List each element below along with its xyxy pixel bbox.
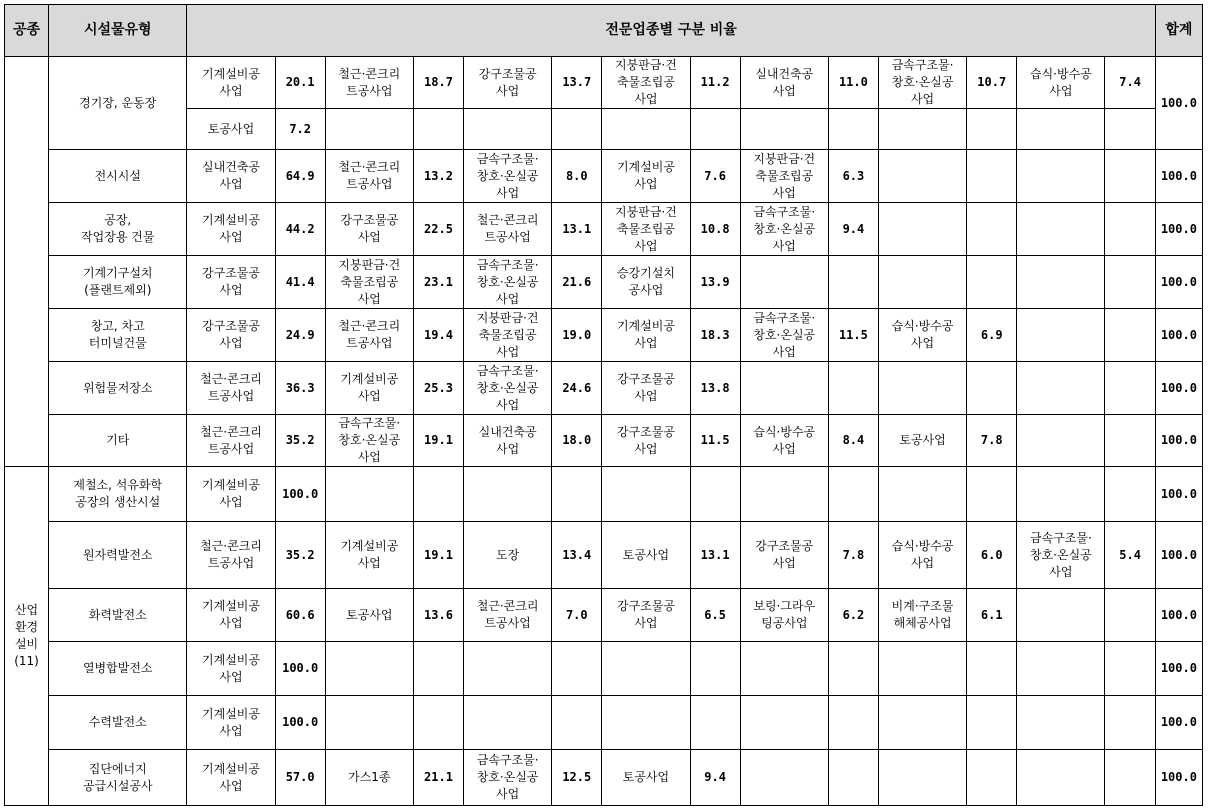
table-row (5, 589, 1203, 642)
specialty-name: 강구조물공 사업 (602, 362, 690, 415)
specialty-name: 도장 (464, 522, 552, 589)
empty-cell (878, 203, 966, 256)
empty-cell (690, 642, 740, 696)
facility-type-cell: 전시시설 (49, 150, 187, 203)
specialty-ratio-value: 12.5 (552, 750, 602, 806)
empty-cell (1105, 642, 1155, 696)
specialty-ratio-value: 6.9 (967, 309, 1017, 362)
specialty-name: 실내건축공 사업 (187, 150, 275, 203)
specialty-ratio-value: 10.7 (967, 57, 1017, 109)
empty-cell (413, 696, 463, 750)
empty-cell (1017, 203, 1105, 256)
facility-type-cell: 수력발전소 (49, 696, 187, 750)
empty-cell (878, 750, 966, 806)
specialty-ratio-value: 21.1 (413, 750, 463, 806)
specialty-name: 금속구조물· 창호·온실공 사업 (464, 150, 552, 203)
specialty-name: 철근·콘크리 트공사업 (325, 150, 413, 203)
table-row (5, 522, 1203, 589)
empty-cell (740, 750, 828, 806)
specialty-name: 금속구조물· 창호·온실공 사업 (1017, 522, 1105, 589)
empty-cell (967, 642, 1017, 696)
facility-type-cell: 화력발전소 (49, 589, 187, 642)
specialty-ratio-value: 9.4 (690, 750, 740, 806)
specialty-ratio-value: 7.0 (552, 589, 602, 642)
specialty-ratio-value: 7.8 (828, 522, 878, 589)
specialty-name: 강구조물공 사업 (464, 57, 552, 109)
specialty-ratio-value: 8.0 (552, 150, 602, 203)
specialty-ratio-value: 6.5 (690, 589, 740, 642)
empty-cell (552, 109, 602, 150)
specialty-name: 강구조물공 사업 (602, 415, 690, 467)
specialty-name: 기계설비공 사업 (187, 642, 275, 696)
specialty-name: 기계설비공 사업 (187, 589, 275, 642)
specialty-ratio-value: 8.4 (828, 415, 878, 467)
empty-cell (464, 696, 552, 750)
facility-type-cell: 위험물저장소 (49, 362, 187, 415)
specialty-name: 토공사업 (187, 109, 275, 150)
empty-cell (828, 362, 878, 415)
empty-cell (1017, 467, 1105, 522)
empty-cell (413, 642, 463, 696)
empty-cell (1017, 109, 1105, 150)
specialty-name: 비계·구조물 해체공사업 (878, 589, 966, 642)
specialty-ratio-value: 13.7 (552, 57, 602, 109)
specialty-name: 철근·콘크리 트공사업 (325, 57, 413, 109)
specialty-ratio-value: 7.2 (275, 109, 325, 150)
specialty-name: 강구조물공 사업 (187, 256, 275, 309)
specialty-ratio-value: 24.9 (275, 309, 325, 362)
empty-cell (325, 467, 413, 522)
specialty-ratio-value: 5.4 (1105, 522, 1155, 589)
table-row (5, 309, 1203, 362)
empty-cell (828, 109, 878, 150)
empty-cell (602, 467, 690, 522)
total-cell: 100.0 (1155, 750, 1202, 806)
specialty-name: 금속구조물· 창호·온실공 사업 (464, 750, 552, 806)
specialty-ratio-value: 100.0 (275, 467, 325, 522)
empty-cell (828, 642, 878, 696)
specialty-name: 토공사업 (878, 415, 966, 467)
empty-cell (878, 109, 966, 150)
specialty-name: 금속구조물· 창호·온실공 사업 (878, 57, 966, 109)
empty-cell (1105, 203, 1155, 256)
empty-cell (1105, 415, 1155, 467)
total-cell: 100.0 (1155, 203, 1202, 256)
specialty-ratio-value: 25.3 (413, 362, 463, 415)
empty-cell (602, 109, 690, 150)
specialty-ratio-value: 23.1 (413, 256, 463, 309)
specialty-ratio-value: 19.1 (413, 415, 463, 467)
specialty-ratio-value: 11.2 (690, 57, 740, 109)
table-row (5, 415, 1203, 467)
empty-cell (1105, 362, 1155, 415)
table-row (5, 642, 1203, 696)
empty-cell (828, 256, 878, 309)
empty-cell (325, 642, 413, 696)
empty-cell (552, 696, 602, 750)
specialty-name: 철근·콘크리 트공사업 (464, 203, 552, 256)
specialty-ratio-value: 7.6 (690, 150, 740, 203)
specialty-ratio-value: 9.4 (828, 203, 878, 256)
empty-cell (325, 109, 413, 150)
table-body (5, 57, 1203, 806)
total-cell: 100.0 (1155, 589, 1202, 642)
total-cell: 100.0 (1155, 522, 1202, 589)
facility-type-cell: 창고, 차고 터미널건물 (49, 309, 187, 362)
specialty-ratio-value: 6.0 (967, 522, 1017, 589)
specialty-ratio-value: 22.5 (413, 203, 463, 256)
empty-cell (1105, 150, 1155, 203)
table-row (5, 362, 1203, 415)
empty-cell (1017, 150, 1105, 203)
specialty-ratio-value: 13.4 (552, 522, 602, 589)
empty-cell (690, 696, 740, 750)
category-cell: 산업 환경 설비 (11) (5, 467, 49, 806)
empty-cell (967, 150, 1017, 203)
facility-type-cell: 제철소, 석유화학 공장의 생산시설 (49, 467, 187, 522)
empty-cell (740, 256, 828, 309)
empty-cell (464, 109, 552, 150)
total-cell: 100.0 (1155, 256, 1202, 309)
specialty-name: 기계설비공 사업 (187, 203, 275, 256)
facility-type-cell: 기타 (49, 415, 187, 467)
empty-cell (740, 467, 828, 522)
specialty-name: 기계설비공 사업 (187, 57, 275, 109)
specialty-name: 습식·방수공 사업 (878, 309, 966, 362)
specialty-name: 실내건축공 사업 (464, 415, 552, 467)
empty-cell (602, 642, 690, 696)
specialty-ratio-value: 6.2 (828, 589, 878, 642)
empty-cell (1017, 415, 1105, 467)
specialty-ratio-value: 11.5 (828, 309, 878, 362)
specialty-name: 승강기설치 공사업 (602, 256, 690, 309)
specialty-name: 철근·콘크리 트공사업 (464, 589, 552, 642)
specialty-ratio-value: 18.3 (690, 309, 740, 362)
empty-cell (967, 467, 1017, 522)
specialty-ratio-value: 19.1 (413, 522, 463, 589)
empty-cell (1017, 750, 1105, 806)
empty-cell (878, 150, 966, 203)
specialty-name: 금속구조물· 창호·온실공 사업 (464, 256, 552, 309)
empty-cell (740, 696, 828, 750)
specialty-name: 지붕판금·건 축물조립공 사업 (602, 57, 690, 109)
header-row (5, 5, 1203, 57)
total-cell: 100.0 (1155, 150, 1202, 203)
specialty-name: 보링·그라우 팅공사업 (740, 589, 828, 642)
specialty-ratio-value: 21.6 (552, 256, 602, 309)
specialty-name: 기계설비공 사업 (187, 750, 275, 806)
total-cell: 100.0 (1155, 642, 1202, 696)
specialty-ratio-value: 24.6 (552, 362, 602, 415)
empty-cell (1105, 589, 1155, 642)
empty-cell (878, 696, 966, 750)
specialty-ratio-value: 7.8 (967, 415, 1017, 467)
empty-cell (552, 467, 602, 522)
specialty-ratio-value: 13.2 (413, 150, 463, 203)
empty-cell (1017, 256, 1105, 309)
specialty-name: 기계설비공 사업 (602, 150, 690, 203)
specialty-name: 실내건축공 사업 (740, 57, 828, 109)
empty-cell (828, 467, 878, 522)
empty-cell (1105, 750, 1155, 806)
specialty-ratio-value: 18.0 (552, 415, 602, 467)
total-cell: 100.0 (1155, 415, 1202, 467)
specialty-ratio-value: 13.8 (690, 362, 740, 415)
specialty-ratio-value: 41.4 (275, 256, 325, 309)
specialty-ratio-value: 19.0 (552, 309, 602, 362)
facility-type-cell: 경기장, 운동장 (49, 57, 187, 150)
total-cell: 100.0 (1155, 696, 1202, 750)
specialty-name: 습식·방수공 사업 (878, 522, 966, 589)
empty-cell (1105, 109, 1155, 150)
specialty-ratio-value: 6.3 (828, 150, 878, 203)
table-row (5, 467, 1203, 522)
empty-cell (413, 109, 463, 150)
specialty-ratio-value: 13.6 (413, 589, 463, 642)
total-cell: 100.0 (1155, 57, 1202, 150)
specialty-ratio-value: 10.8 (690, 203, 740, 256)
empty-cell (967, 203, 1017, 256)
empty-cell (325, 696, 413, 750)
specialty-name: 금속구조물· 창호·온실공 사업 (740, 203, 828, 256)
empty-cell (967, 109, 1017, 150)
empty-cell (967, 696, 1017, 750)
empty-cell (413, 467, 463, 522)
specialty-name: 지붕판금·건 축물조립공 사업 (602, 203, 690, 256)
specialty-ratio-value: 19.4 (413, 309, 463, 362)
specialty-name: 지붕판금·건 축물조립공 사업 (740, 150, 828, 203)
specialty-ratio-value: 13.1 (552, 203, 602, 256)
specialty-name: 기계설비공 사업 (325, 362, 413, 415)
facility-type-cell: 열병합발전소 (49, 642, 187, 696)
empty-cell (828, 750, 878, 806)
empty-cell (1105, 467, 1155, 522)
table-row (5, 696, 1203, 750)
empty-cell (878, 642, 966, 696)
empty-cell (1017, 642, 1105, 696)
empty-cell (740, 109, 828, 150)
specialty-name: 강구조물공 사업 (602, 589, 690, 642)
empty-cell (740, 362, 828, 415)
specialty-name: 가스1종 (325, 750, 413, 806)
specialty-name: 강구조물공 사업 (187, 309, 275, 362)
facility-type-cell: 공장, 작업장용 건물 (49, 203, 187, 256)
specialty-ratio-value: 11.0 (828, 57, 878, 109)
specialty-name: 철근·콘크리 트공사업 (187, 522, 275, 589)
empty-cell (464, 642, 552, 696)
specialty-name: 습식·방수공 사업 (1017, 57, 1105, 109)
specialty-ratio-value: 20.1 (275, 57, 325, 109)
specialty-name: 금속구조물· 창호·온실공 사업 (464, 362, 552, 415)
table-row (5, 150, 1203, 203)
specialty-name: 습식·방수공 사업 (740, 415, 828, 467)
specialty-ratio-value: 11.5 (690, 415, 740, 467)
specialty-name: 지붕판금·건 축물조립공 사업 (464, 309, 552, 362)
table-row (5, 750, 1203, 806)
specialty-ratio-value: 35.2 (275, 522, 325, 589)
specialty-ratio-value: 18.7 (413, 57, 463, 109)
specialty-name: 철근·콘크리 트공사업 (187, 362, 275, 415)
specialty-name: 지붕판금·건 축물조립공 사업 (325, 256, 413, 309)
empty-cell (967, 362, 1017, 415)
specialty-ratio-value: 13.9 (690, 256, 740, 309)
specialty-name: 기계설비공 사업 (602, 309, 690, 362)
specialty-name: 금속구조물· 창호·온실공 사업 (325, 415, 413, 467)
total-cell: 100.0 (1155, 362, 1202, 415)
specialty-ratio-value: 44.2 (275, 203, 325, 256)
specialty-ratio-value: 64.9 (275, 150, 325, 203)
specialty-ratio-value: 57.0 (275, 750, 325, 806)
header-category: 공종 (5, 5, 49, 57)
specialty-name: 기계설비공 사업 (187, 467, 275, 522)
empty-cell (828, 696, 878, 750)
specialty-ratio-value: 100.0 (275, 642, 325, 696)
empty-cell (464, 467, 552, 522)
facility-type-cell: 기계기구설치 (플랜트제외) (49, 256, 187, 309)
table-row (5, 57, 1203, 109)
empty-cell (602, 696, 690, 750)
empty-cell (1105, 256, 1155, 309)
specialty-ratio-value: 100.0 (275, 696, 325, 750)
specialty-name: 철근·콘크리 트공사업 (325, 309, 413, 362)
table-row (5, 256, 1203, 309)
facility-type-cell: 집단에너지 공급시설공사 (49, 750, 187, 806)
empty-cell (878, 467, 966, 522)
total-cell: 100.0 (1155, 309, 1202, 362)
specialty-name: 기계설비공 사업 (187, 696, 275, 750)
specialty-name: 토공사업 (325, 589, 413, 642)
empty-cell (690, 109, 740, 150)
table-row (5, 203, 1203, 256)
header-total: 합계 (1155, 5, 1202, 57)
specialty-ratio-value: 6.1 (967, 589, 1017, 642)
empty-cell (1105, 696, 1155, 750)
specialty-name: 토공사업 (602, 750, 690, 806)
header-facility-type: 시설물유형 (49, 5, 187, 57)
specialty-ratio-value: 13.1 (690, 522, 740, 589)
empty-cell (967, 750, 1017, 806)
empty-cell (740, 642, 828, 696)
total-cell: 100.0 (1155, 467, 1202, 522)
empty-cell (878, 362, 966, 415)
empty-cell (552, 642, 602, 696)
empty-cell (690, 467, 740, 522)
specialty-ratio-value: 7.4 (1105, 57, 1155, 109)
empty-cell (1105, 309, 1155, 362)
header-specialty-ratio: 전문업종별 구분 비율 (187, 5, 1155, 57)
empty-cell (1017, 309, 1105, 362)
empty-cell (1017, 696, 1105, 750)
specialty-name: 강구조물공 사업 (740, 522, 828, 589)
empty-cell (1017, 362, 1105, 415)
specialty-name: 토공사업 (602, 522, 690, 589)
specialty-ratio-table (4, 4, 1203, 806)
specialty-name: 기계설비공 사업 (325, 522, 413, 589)
empty-cell (878, 256, 966, 309)
specialty-ratio-value: 60.6 (275, 589, 325, 642)
empty-cell (967, 256, 1017, 309)
specialty-name: 철근·콘크리 트공사업 (187, 415, 275, 467)
facility-type-cell: 원자력발전소 (49, 522, 187, 589)
specialty-name: 금속구조물· 창호·온실공 사업 (740, 309, 828, 362)
specialty-ratio-value: 35.2 (275, 415, 325, 467)
empty-cell (1017, 589, 1105, 642)
category-cell (5, 57, 49, 467)
specialty-ratio-value: 36.3 (275, 362, 325, 415)
specialty-name: 강구조물공 사업 (325, 203, 413, 256)
